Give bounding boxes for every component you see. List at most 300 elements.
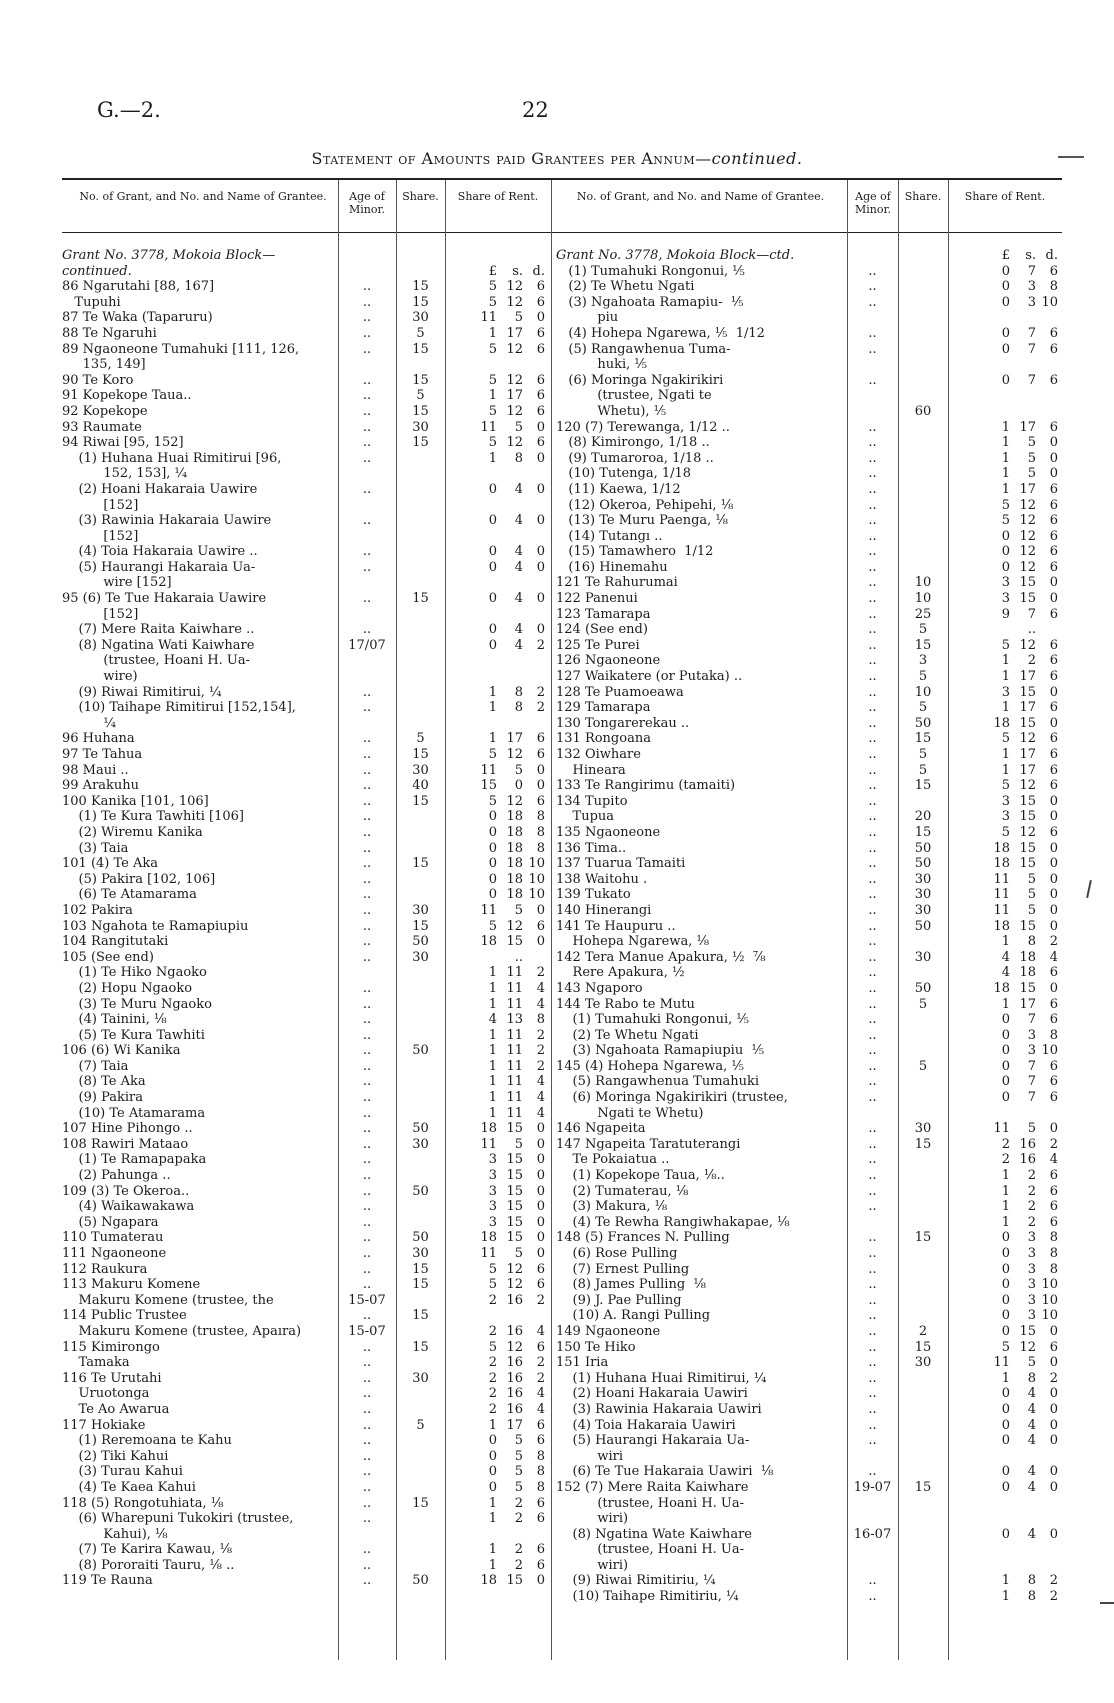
- grantee-name: Makuru Komene (trustee, Apaıra): [62, 1323, 302, 1339]
- table-row: [556, 482, 1062, 498]
- table-row: [62, 1480, 552, 1496]
- share-value: [898, 1308, 948, 1324]
- table-row: [62, 529, 552, 545]
- share-value: [396, 1012, 445, 1028]
- grantee-name: wiri): [556, 1557, 629, 1573]
- grantee-name: (13) Te Muru Paenga, ⅛: [556, 513, 729, 529]
- rent-value: [948, 1043, 1058, 1059]
- rent-value: [445, 685, 545, 701]
- grantee-name: (3) Taia: [62, 840, 129, 856]
- share-value: 15: [914, 637, 932, 653]
- share-value: [898, 248, 948, 264]
- rent-pence: 0: [1049, 1479, 1058, 1495]
- rent-shillings: 2: [514, 1511, 523, 1527]
- table-row: [62, 1542, 552, 1558]
- page-header: [0, 0, 1114, 195]
- rent-pounds: 1: [1001, 1214, 1010, 1230]
- table-row: [556, 1464, 1062, 1480]
- rent-shillings: 15: [506, 1152, 523, 1168]
- margin-mark: [1100, 1602, 1114, 1604]
- rent-pence: 6: [1049, 824, 1058, 840]
- grantee-name: (3) Ngahoata Ramapiupiu ⅕: [556, 1043, 765, 1059]
- rent-value: [948, 1277, 1058, 1293]
- rent-pounds: 0: [488, 1448, 497, 1464]
- rent-pence: 6: [1049, 731, 1058, 747]
- rent-pence: 0: [536, 591, 545, 607]
- rent-pence: 4: [536, 1401, 545, 1417]
- rent-pence: 6: [536, 793, 545, 809]
- minor-age: [847, 357, 898, 373]
- minor-age: ..: [868, 559, 877, 575]
- rent-shillings: 11: [506, 980, 523, 996]
- minor-age: ..: [362, 902, 372, 918]
- table-row: [62, 248, 552, 264]
- rent-pence: [1036, 622, 1058, 638]
- rent-shillings: 5: [514, 1464, 523, 1480]
- table-row: [556, 326, 1062, 342]
- table-row: [556, 1511, 1062, 1527]
- grantee-name: 113 Makuru Komene: [62, 1277, 201, 1293]
- minor-age: ..: [868, 575, 877, 591]
- share-value: 50: [914, 980, 932, 996]
- table-row: [62, 1028, 552, 1044]
- rent-shillings: 16: [1019, 1152, 1036, 1168]
- grantee-name: (1) Te Ramapapaka: [62, 1152, 207, 1168]
- rent-value: [948, 357, 1058, 373]
- grantee-name: (10) A. Rangi Pulling: [556, 1308, 711, 1324]
- share-value: 5: [918, 747, 928, 762]
- minor-age: ..: [868, 653, 877, 669]
- minor-age: ..: [868, 591, 877, 607]
- rent-value: [445, 498, 545, 514]
- table-row: [62, 326, 552, 342]
- rent-shillings: 4: [514, 622, 523, 638]
- rent-pounds: 11: [480, 762, 497, 778]
- rent-pounds: £: [488, 263, 497, 279]
- rent-value: [948, 1152, 1058, 1168]
- rent-shillings: [1010, 1449, 1036, 1465]
- rent-pounds: 18: [480, 934, 497, 950]
- minor-age: ..: [868, 1323, 877, 1339]
- rent-pounds: 0: [488, 809, 497, 825]
- rent-shillings: 8: [514, 450, 523, 466]
- col-header-rent-left: Share of Rent.: [457, 190, 539, 203]
- table-row: [556, 841, 1062, 857]
- share-value: [396, 544, 445, 560]
- grantee-name: 146 Ngapeita: [556, 1121, 646, 1137]
- minor-age: ..: [362, 1370, 372, 1386]
- minor-age: ..: [362, 1105, 372, 1121]
- rent-pence: 8: [1049, 1230, 1058, 1246]
- rent-pounds: 3: [1001, 575, 1010, 591]
- minor-age: [338, 607, 396, 623]
- rent-shillings: 4: [514, 559, 523, 575]
- grantee-name: (4) Toia Hakaraia Uawiri: [556, 1417, 736, 1433]
- grantee-name: (2) Te Whetu Ngati: [556, 1027, 699, 1043]
- table-row: [62, 794, 552, 810]
- rent-pence: 6: [536, 1277, 545, 1293]
- rent-pence: 8: [1049, 1027, 1058, 1043]
- rent-pence: 8: [536, 1464, 545, 1480]
- share-value: 15: [412, 918, 429, 934]
- rent-pounds: [984, 310, 1010, 326]
- minor-age: ..: [362, 731, 372, 747]
- rent-value: [948, 1028, 1058, 1044]
- minor-age: ..: [868, 1074, 877, 1090]
- rent-pence: 2: [1049, 1573, 1058, 1589]
- table-row: [556, 1573, 1062, 1589]
- share-value: [898, 560, 948, 576]
- rent-value: [445, 965, 545, 981]
- rent-value: [948, 934, 1058, 950]
- rent-pence: 8: [1049, 279, 1058, 295]
- rent-shillings: 15: [1019, 591, 1036, 607]
- share-value: [898, 326, 948, 342]
- rent-value: [445, 1215, 545, 1231]
- rent-shillings: [497, 669, 523, 685]
- minor-age: ..: [868, 1433, 877, 1449]
- rent-value: [445, 466, 545, 482]
- minor-age: ..: [868, 1386, 877, 1402]
- grantee-name: 118 (5) Rongotuhiata, ⅛: [62, 1495, 224, 1511]
- rent-value: [445, 1168, 545, 1184]
- table-row: [62, 856, 552, 872]
- share-value: [396, 498, 445, 514]
- share-value: [396, 1386, 445, 1402]
- rent-shillings: 2: [1027, 1214, 1036, 1230]
- rent-pence: 6: [536, 435, 545, 451]
- minor-age: ..: [868, 1417, 877, 1433]
- grantee-name: 152 (7) Mere Raita Kaiwhare: [556, 1479, 749, 1495]
- rent-pence: [523, 357, 545, 373]
- rent-pounds: 0: [1001, 1479, 1010, 1495]
- minor-age: ..: [868, 731, 877, 747]
- table-top-rule: [62, 178, 1062, 180]
- table-row: [62, 965, 552, 981]
- table-row: [556, 716, 1062, 732]
- rent-pence: 6: [536, 918, 545, 934]
- grantee-name: (2) Hopu Ngaoko: [62, 980, 193, 996]
- rent-value: [445, 1496, 545, 1512]
- rent-value: [445, 1386, 545, 1402]
- rent-pounds: 18: [993, 840, 1010, 856]
- rent-pence: 6: [1049, 1012, 1058, 1028]
- rent-pence: 6: [1049, 1183, 1058, 1199]
- rent-pence: 6: [1049, 700, 1058, 716]
- minor-age: ..: [868, 840, 877, 856]
- rent-pounds: 0: [1001, 1292, 1010, 1308]
- table-row: [62, 1371, 552, 1387]
- rent-pence: 0: [536, 310, 545, 326]
- rent-value: [948, 279, 1058, 295]
- minor-age: ..: [362, 1557, 372, 1573]
- rent-shillings: 4: [1027, 1417, 1036, 1433]
- rent-pence: [523, 575, 545, 591]
- minor-age: ..: [868, 793, 877, 809]
- grantee-name: (3) Ngahoata Ramapiu- ⅕: [556, 294, 744, 310]
- rent-shillings: 12: [1019, 544, 1036, 560]
- grantee-name: continued.: [62, 263, 132, 279]
- rent-pence: 6: [536, 372, 545, 388]
- table-row: [556, 638, 1062, 654]
- table-row: [556, 1168, 1062, 1184]
- grantee-name: 105 (See end): [62, 949, 154, 965]
- rent-pence: 0: [536, 934, 545, 950]
- rent-pence: 10: [1041, 1277, 1058, 1293]
- rent-pence: 0: [1049, 1464, 1058, 1480]
- rent-shillings: 15: [1019, 715, 1036, 731]
- grantee-name: (9) Riwai Rimitirui, ¼: [62, 684, 222, 700]
- share-value: 15: [412, 435, 429, 451]
- minor-age: ..: [362, 1308, 372, 1324]
- share-value: 50: [412, 934, 429, 950]
- rent-shillings: 11: [506, 965, 523, 981]
- share-value: [396, 607, 445, 623]
- rent-pounds: [984, 1106, 1010, 1122]
- rent-pence: 6: [1049, 1058, 1058, 1074]
- minor-age: ..: [362, 1433, 372, 1449]
- rent-pounds: 1: [1001, 1370, 1010, 1386]
- table-row: [556, 1542, 1062, 1558]
- share-value: [898, 1074, 948, 1090]
- rent-shillings: [497, 248, 523, 264]
- rent-shillings: 12: [506, 747, 523, 762]
- rent-shillings: 12: [506, 1339, 523, 1355]
- rent-pence: 6: [536, 403, 545, 419]
- share-value: [396, 1168, 445, 1184]
- grantee-name: 123 Tamarapa: [556, 606, 651, 622]
- rent-pounds: £: [1001, 248, 1010, 263]
- grantee-name: wire): [62, 669, 138, 685]
- rent-pounds: 15: [480, 778, 497, 794]
- rent-pounds: 2: [488, 1292, 497, 1308]
- rent-value: [948, 638, 1058, 654]
- rent-pounds: 2: [488, 1323, 497, 1339]
- rent-pounds: 5: [1001, 731, 1010, 747]
- grantee-name: piu: [556, 310, 619, 326]
- grantee-name: 148 (5) Frances N. Pulling: [556, 1230, 730, 1246]
- table-row: [62, 451, 552, 467]
- rent-shillings: [1010, 310, 1036, 326]
- rent-shillings: 7: [1027, 606, 1036, 622]
- rent-value: [445, 1028, 545, 1044]
- rent-pounds: 18: [993, 980, 1010, 996]
- rent-pence: 6: [1049, 325, 1058, 341]
- rent-pence: 6: [1049, 497, 1058, 513]
- rent-pence: 0: [1049, 1526, 1058, 1542]
- rent-shillings: 5: [1027, 466, 1036, 482]
- rent-value: [445, 997, 545, 1013]
- rent-value: [445, 1542, 545, 1558]
- grantee-name: 102 Pakira: [62, 902, 133, 918]
- rent-pounds: 1: [1001, 466, 1010, 482]
- rent-pounds: 0: [488, 887, 497, 903]
- rent-value: [445, 1137, 545, 1153]
- grantee-name: (3) Te Muru Ngaoko: [62, 996, 212, 1012]
- minor-age: ..: [868, 1246, 877, 1261]
- table-row: [62, 1152, 552, 1168]
- rent-value: [948, 841, 1058, 857]
- rent-pounds: [984, 388, 1010, 404]
- rent-value: [948, 1558, 1058, 1574]
- rent-value: [445, 1527, 545, 1543]
- grantee-name: Hineara: [556, 762, 626, 778]
- grantee-name: 95 (6) Te Tue Hakaraia Uawire: [62, 591, 267, 607]
- minor-age: ..: [362, 559, 372, 575]
- rent-pounds: 2: [488, 1386, 497, 1402]
- rent-pounds: 2: [488, 1401, 497, 1417]
- rent-shillings: 12: [506, 372, 523, 388]
- rent-pence: [1036, 404, 1058, 420]
- share-value: [898, 1199, 948, 1215]
- rent-value: [445, 1262, 545, 1278]
- share-value: [898, 1511, 948, 1527]
- grantee-name: 109 (3) Te Okeroa..: [62, 1183, 190, 1199]
- minor-age: [338, 264, 396, 280]
- rent-shillings: 2: [514, 1542, 523, 1558]
- share-value: 15: [914, 731, 932, 747]
- grantee-name: (1) Reremoana te Kahu: [62, 1433, 232, 1449]
- minor-age: ..: [868, 980, 877, 996]
- grantee-name: 144 Te Rabo te Mutu: [556, 996, 695, 1012]
- grantee-name: 98 Maui ..: [62, 762, 129, 778]
- share-value: 5: [416, 1417, 425, 1433]
- grantee-name: (2) Hoani Hakaraia Uawire: [62, 481, 258, 497]
- table-row: [556, 1293, 1062, 1309]
- minor-age: ..: [362, 1012, 372, 1028]
- minor-age: ..: [868, 1152, 877, 1168]
- share-value: [898, 1012, 948, 1028]
- share-value: [898, 482, 948, 498]
- grantee-name: (7) Te Karira Kawau, ⅛: [62, 1542, 233, 1558]
- share-value: [898, 388, 948, 404]
- rent-pence: [523, 529, 545, 545]
- rent-pounds: 0: [488, 481, 497, 497]
- rent-value: [445, 1074, 545, 1090]
- share-value: 5: [918, 622, 928, 638]
- share-value: [898, 420, 948, 436]
- share-value: [898, 1418, 948, 1434]
- share-value: 50: [412, 1230, 429, 1246]
- table-row: [62, 357, 552, 373]
- grantee-name: 141 Te Haupuru ..: [556, 918, 676, 934]
- rent-shillings: 17: [506, 1417, 523, 1433]
- table-row: [62, 934, 552, 950]
- table-row: [556, 934, 1062, 950]
- share-value: [396, 1542, 445, 1558]
- grantee-name: 99 Arakuhu: [62, 778, 140, 794]
- rent-value: [948, 388, 1058, 404]
- rent-pounds: 1: [1001, 934, 1010, 950]
- rent-pence: 2: [536, 1043, 545, 1059]
- share-value: 10: [914, 684, 932, 700]
- rent-pence: 0: [1049, 887, 1058, 903]
- share-value: 30: [412, 949, 429, 965]
- minor-age: [847, 404, 898, 420]
- rent-pounds: 0: [1001, 1401, 1010, 1417]
- rent-shillings: 3: [1027, 1230, 1036, 1246]
- table-row: [62, 388, 552, 404]
- table-row: [62, 1199, 552, 1215]
- rent-pence: [523, 669, 545, 685]
- grantee-name: 150 Te Hiko: [556, 1339, 636, 1355]
- rent-shillings: 5: [1027, 450, 1036, 466]
- rent-value: [948, 1386, 1058, 1402]
- minor-age: [847, 1511, 898, 1527]
- share-value: [396, 1433, 445, 1449]
- rent-value: [445, 841, 545, 857]
- table-row: [62, 1464, 552, 1480]
- share-value: 30: [412, 902, 429, 918]
- grantee-name: 119 Te Rauna: [62, 1573, 153, 1589]
- table-row: [62, 1106, 552, 1122]
- grantee-name: Tupuhi: [62, 294, 121, 310]
- rent-pounds: 1: [1001, 1573, 1010, 1589]
- col-header-rent-right: Share of Rent.: [964, 190, 1046, 203]
- minor-age: ..: [362, 700, 372, 716]
- rent-pence: 2: [536, 1058, 545, 1074]
- rent-pence: 6: [1049, 965, 1058, 981]
- table-row: [556, 1418, 1062, 1434]
- rent-pence: 6: [1049, 762, 1058, 778]
- table-row: [62, 872, 552, 888]
- rent-pounds: [984, 1558, 1010, 1574]
- rent-value: [948, 1418, 1058, 1434]
- rent-value: [445, 1199, 545, 1215]
- rent-value: [948, 420, 1058, 436]
- rent-value: [445, 435, 545, 451]
- table-row: [556, 1589, 1062, 1605]
- minor-age: ..: [868, 715, 877, 731]
- rent-pounds: 18: [480, 1230, 497, 1246]
- grantee-name: (6) Rose Pulling: [556, 1246, 678, 1261]
- rent-pence: 6: [536, 1417, 545, 1433]
- rent-pounds: 0: [1001, 1417, 1010, 1433]
- rent-pounds: 1: [488, 731, 497, 747]
- rent-shillings: 4: [1027, 1386, 1036, 1402]
- share-value: 30: [914, 1121, 932, 1137]
- rent-pence: 8: [536, 840, 545, 856]
- table-row: [556, 264, 1062, 280]
- rent-pounds: 1: [1001, 669, 1010, 685]
- minor-age: ..: [868, 1058, 877, 1074]
- share-value: 30: [412, 1246, 429, 1261]
- grantee-name: (5) Te Kura Tawhiti: [62, 1027, 205, 1043]
- rent-value: [445, 794, 545, 810]
- table-row: [556, 1402, 1062, 1418]
- rent-pounds: 5: [488, 372, 497, 388]
- minor-age: ..: [868, 684, 877, 700]
- rent-shillings: 3: [1027, 1277, 1036, 1293]
- minor-age: ..: [362, 279, 372, 295]
- minor-age: ..: [868, 996, 877, 1012]
- rent-value: [445, 809, 545, 825]
- rent-pounds: 5: [488, 747, 497, 762]
- table-row: [556, 1324, 1062, 1340]
- table-row: [556, 653, 1062, 669]
- rent-shillings: 18: [506, 809, 523, 825]
- rent-pence: 6: [1049, 606, 1058, 622]
- minor-age: ..: [362, 1230, 372, 1246]
- rent-pounds: 11: [480, 902, 497, 918]
- rent-pence: 6: [1049, 481, 1058, 497]
- minor-age: 16-07: [853, 1526, 892, 1542]
- minor-age: ..: [362, 372, 372, 388]
- rent-pounds: [471, 950, 497, 966]
- table-row: [62, 1355, 552, 1371]
- table-row: [556, 763, 1062, 779]
- table-row: [62, 731, 552, 747]
